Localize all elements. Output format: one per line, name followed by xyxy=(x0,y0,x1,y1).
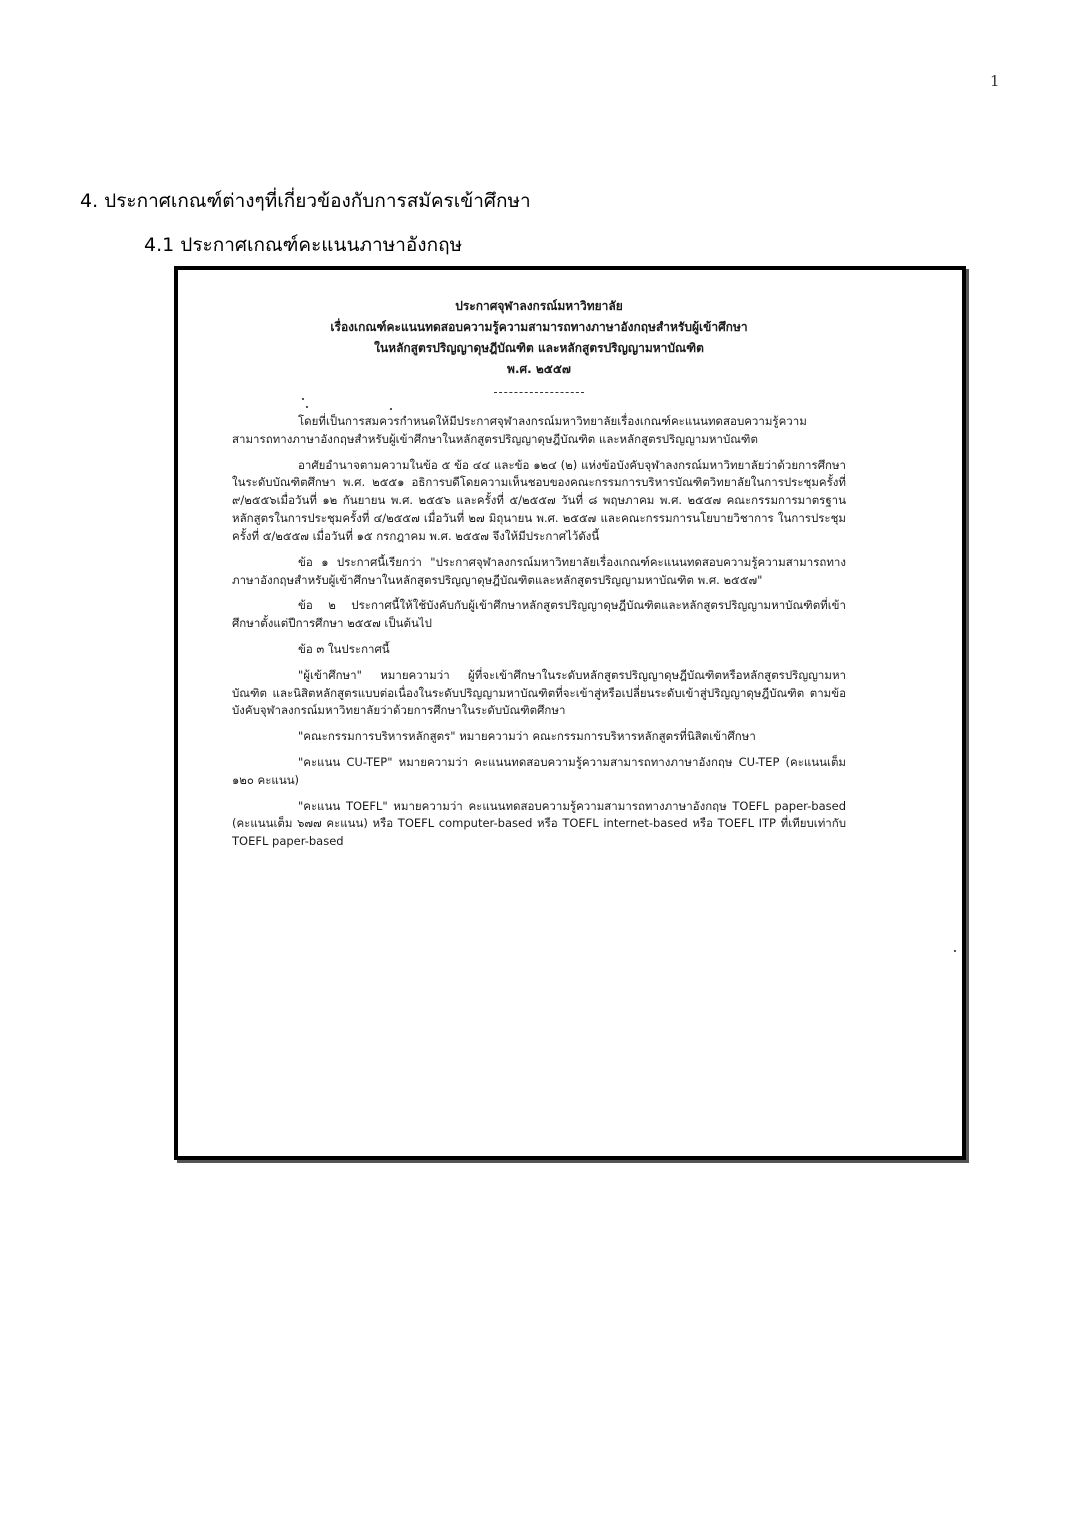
paragraph-clause-1: ข้อ ๑ ประกาศนี้เรียกว่า "ประกาศจุฬาลงกรณ์มหาวิทยาลัยเรื่องเกณฑ์คะแนนทดสอบความรู้ความสามารถทางภาษาอังกฤษสำหรับผู้เข้าศึกษาในหลักสูตรปริญญาดุษฎีบัณฑิตและหลักสูตรปริญญามหาบัณฑิต พ.ศ. ๒๕๕๗" xyxy=(232,554,846,587)
scan-speck xyxy=(954,950,956,952)
doc-title-line-1: ประกาศจุฬาลงกรณ์มหาวิทยาลัย xyxy=(455,299,623,313)
paragraph-authority: อาศัยอำนาจตามความในข้อ ๕ ข้อ ๔๔ และข้อ ๑๒๔ (๒) แห่งข้อบังคับจุฬาลงกรณ์มหาวิทยาลัยว่าด้วยการศึกษาในระดับบัณฑิตศึกษา พ.ศ. ๒๕๕๑ อธิการบดีโดยความเห็นชอบของคณะกรรมการบริหารบัณฑิตวิทยาลัยในการประชุมครั้งที่ ๙/๒๕๕๖เมื่อวันที่ ๑๒ กันยายน พ.ศ. ๒๕๕๖ และครั้งที่ ๕/๒๕๕๗ วันที่ ๘ พฤษภาคม พ.ศ. ๒๕๕๗ คณะกรรมการมาตรฐานหลักสูตรในการประชุมครั้งที่ ๔/๒๕๕๗ เมื่อวันที่ ๒๗ มิถุนายน พ.ศ. ๒๕๕๗ และคณะกรรมการนโยบายวิชาการ ในการประชุมครั้งที่ ๕/๒๕๕๗ เมื่อวันที่ ๑๕ กรกฎาคม พ.ศ. ๒๕๕๗ จึงให้มีประกาศไว้ดังนี้ xyxy=(232,457,846,543)
scanned-announcement-frame xyxy=(174,266,966,1160)
doc-title-line-2: เรื่องเกณฑ์คะแนนทดสอบความรู้ความสามารถทางภาษาอังกฤษสำหรับผู้เข้าศึกษา xyxy=(330,320,748,334)
definition-toefl: "คะแนน TOEFL" หมายความว่า คะแนนทดสอบความรู้ความสามารถทางภาษาอังกฤษ TOEFL paper-based (คะแนนเต็ม ๖๗๗ คะแนน) หรือ TOEFL computer-based หรือ TOEFL internet-based หรือ TOEFL ITP ที่เทียบเท่ากับ TOEFL paper-based xyxy=(232,798,846,849)
page-number: 1 xyxy=(990,72,1000,90)
definition-applicant: "ผู้เข้าศึกษา" หมายความว่า ผู้ที่จะเข้าศึกษาในระดับหลักสูตรปริญญาดุษฎีบัณฑิตหรือหลักสูตรปริญญามหาบัณฑิต และนิสิตหลักสูตรแบบต่อเนื่องในระดับปริญญามหาบัณฑิตที่จะเข้าสู่หรือเปลี่ยนระดับเข้าสู่ปริญญาดุษฎีบัณฑิต ตามข้อบังคับจุฬาลงกรณ์มหาวิทยาลัยว่าด้วยการศึกษาในระดับบัณฑิตศึกษา xyxy=(232,667,846,718)
title-divider xyxy=(494,392,584,393)
definition-committee: "คณะกรรมการบริหารหลักสูตร" หมายความว่า คณะกรรมการบริหารหลักสูตรที่นิสิตเข้าศึกษา xyxy=(298,729,756,744)
definition-cu-tep: "คะแนน CU-TEP" หมายความว่า คะแนนทดสอบความรู้ความสามารถทางภาษาอังกฤษ CU-TEP (คะแนนเต็ม ๑๒๐ คะแนน) xyxy=(232,755,846,787)
paragraph-preamble: โดยที่เป็นการสมควรกำหนดให้มีประกาศจุฬาลงกรณ์มหาวิทยาลัยเรื่องเกณฑ์คะแนนทดสอบความรู้ความสามารถทางภาษาอังกฤษสำหรับผู้เข้าศึกษาในหลักสูตรปริญญาดุษฎีบัณฑิต และหลักสูตรปริญญามหาบัณฑิต xyxy=(232,414,807,446)
doc-title-year: พ.ศ. ๒๕๕๗ xyxy=(507,362,571,376)
doc-title-line-3: ในหลักสูตรปริญญาดุษฎีบัณฑิต และหลักสูตรปริญญามหาบัณฑิต xyxy=(374,341,704,355)
subsection-heading: 4.1 ประกาศเกณฑ์คะแนนภาษาอังกฤษ xyxy=(144,234,463,256)
scanned-document-text xyxy=(232,296,846,859)
paragraph-clause-3: ข้อ ๓ ในประกาศนี้ xyxy=(298,641,390,656)
paragraph-clause-2: ข้อ ๒ ประกาศนี้ให้ใช้บังคับกับผู้เข้าศึกษาหลักสูตรปริญญาดุษฎีบัณฑิตและหลักสูตรปริญญามหาบัณฑิตที่เข้าศึกษาตั้งแต่ปีการศึกษา ๒๕๕๗ เป็นต้นไป xyxy=(232,598,846,631)
section-heading: 4. ประกาศเกณฑ์ต่างๆที่เกี่ยวข้องกับการสมัครเข้าศึกษา xyxy=(80,190,531,212)
